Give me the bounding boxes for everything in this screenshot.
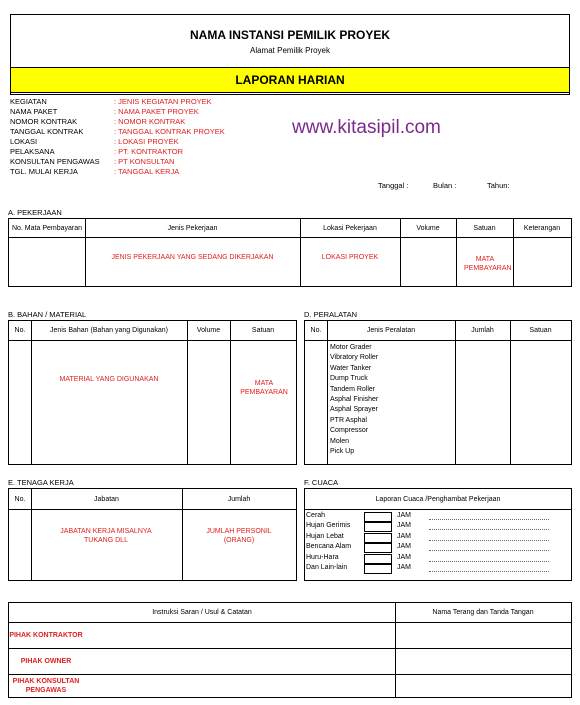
col-header: No. Mata Pembayaran [11, 224, 83, 232]
section-cuaca: F. CUACA [304, 478, 339, 487]
cuaca-unit: JAM [397, 553, 411, 561]
alat-item: Pick Up [330, 448, 355, 455]
pekerjaan-satuan: MATA PEMBAYARAN [464, 256, 512, 272]
info-label: TGL. MULAI KERJA [10, 167, 78, 176]
info-label: NOMOR KONTRAK [10, 117, 78, 126]
cuaca-input[interactable] [364, 564, 392, 574]
col-header: Laporan Cuaca /Penghambat Pekerjaan [375, 495, 501, 503]
alat-item: Dump Truck [330, 375, 368, 383]
col-header: Volume [416, 224, 440, 232]
col-header: Jumlah [471, 327, 494, 334]
watermark-link[interactable]: www.kitasipil.com [292, 117, 441, 138]
section-pekerjaan: A. PEKERJAAN [8, 208, 62, 217]
col-header: Jenis Peralatan [366, 327, 416, 334]
report-title: LAPORAN HARIAN [235, 73, 345, 87]
info-block [10, 97, 570, 181]
sign-row-label: PIHAK KONSULTAN PENGAWAS [12, 678, 80, 694]
alat-item: Asphal Finisher [330, 396, 379, 403]
date-tahun: Tahun: [487, 181, 510, 190]
col-header: Satuan [529, 327, 552, 334]
cuaca-table [304, 488, 572, 581]
cuaca-line [429, 519, 549, 520]
col-header: Keterangan [523, 224, 561, 232]
alat-item: Tandem Roller [330, 385, 376, 393]
bahan-table [8, 320, 297, 465]
col-header: No. [310, 327, 322, 334]
alat-item: Molen [330, 437, 350, 445]
section-tenaga: E. TENAGA KERJA [8, 478, 74, 487]
cuaca-item: Hujan Lebat [306, 532, 344, 540]
col-header: Satuan [251, 327, 275, 334]
pekerjaan-table [8, 218, 572, 287]
bahan-jenis: MATERIAL YANG DIGUNAKAN [59, 376, 159, 383]
section-peralatan: D. PERALATAN [304, 310, 358, 319]
info-value: : NOMOR KONTRAK [114, 117, 186, 126]
info-value: : NAMA PAKET PROYEK [114, 107, 199, 116]
sign-row-label: PIHAK KONTRAKTOR [9, 631, 83, 639]
col-header: Lokasi Pekerjaan [323, 224, 377, 232]
page-title: NAMA INSTANSI PEMILIK PROYEK [189, 28, 390, 42]
bahan-satuan: MATA PEMBAYARAN [240, 380, 288, 396]
report-header [10, 14, 570, 95]
col-header: Jabatan [94, 495, 119, 503]
tenaga-table [8, 488, 297, 581]
info-label: TANGGAL KONTRAK [10, 127, 84, 136]
col-header: Nama Terang dan Tanda Tangan [432, 609, 534, 616]
cuaca-unit: JAM [397, 532, 411, 540]
cuaca-item: Cerah [306, 512, 326, 519]
info-value: : PT KONSULTAN [114, 157, 175, 166]
info-label: NAMA PAKET [10, 107, 58, 116]
col-header: Jenis Bahan (Bahan yang Digunakan) [50, 327, 168, 334]
col-header: Jumlah [227, 495, 251, 503]
cuaca-unit: JAM [397, 512, 411, 519]
alat-item: Compressor [330, 427, 369, 435]
cuaca-input[interactable] [364, 533, 392, 543]
info-label: PELAKSANA [10, 147, 55, 156]
signature-table [8, 602, 572, 698]
peralatan-table [304, 320, 572, 465]
info-label: KEGIATAN [10, 97, 47, 106]
info-value: : LOKASI PROYEK [114, 137, 179, 146]
cuaca-item: Hujan Gerimis [306, 522, 351, 530]
info-value: : TANGGAL KONTRAK PROYEK [114, 127, 225, 136]
alat-item: Water Tanker [330, 364, 372, 372]
cuaca-line [429, 540, 549, 541]
tenaga-jabatan: JABATAN KERJA MISALNYA TUKANG DLL [60, 528, 152, 544]
pekerjaan-lokasi: LOKASI PROYEK [321, 254, 379, 261]
info-value: : PT. KONTRAKTOR [114, 147, 184, 156]
cuaca-unit: JAM [397, 522, 411, 530]
info-label: KONSULTAN PENGAWAS [10, 157, 100, 166]
pekerjaan-jenis: JENIS PEKERJAAN YANG SEDANG DIKERJAKAN [111, 254, 274, 261]
tenaga-jumlah: JUMLAH PERSONIL (ORANG) [206, 528, 272, 544]
report-title-band [11, 67, 569, 93]
alat-item: Motor Grader [330, 344, 372, 351]
cuaca-unit: JAM [397, 543, 411, 551]
sign-row-label: PIHAK OWNER [20, 657, 72, 665]
cuaca-unit: JAM [397, 564, 411, 571]
col-header: Volume [196, 327, 221, 334]
section-bahan: B. BAHAN / MATERIAL [8, 310, 87, 319]
cuaca-input[interactable] [364, 554, 392, 564]
cuaca-line [429, 561, 549, 562]
alat-item: PTR Asphal [330, 416, 367, 424]
col-header: No. [14, 495, 26, 503]
date-tanggal: Tanggal : [378, 181, 409, 190]
cuaca-item: Dan Lain-lain [306, 564, 348, 571]
col-header: Satuan [473, 224, 496, 232]
info-value: : JENIS KEGIATAN PROYEK [114, 97, 212, 106]
cuaca-input[interactable] [364, 522, 392, 532]
col-header: No. [14, 327, 26, 334]
cuaca-item: Bencana Alam [306, 543, 352, 551]
col-header: Jenis Pekerjaan [167, 224, 218, 232]
cuaca-line [429, 571, 549, 572]
cuaca-item: Huru-Hara [306, 553, 339, 561]
cuaca-input[interactable] [364, 512, 392, 522]
cuaca-input[interactable] [364, 543, 392, 553]
col-header: Instruksi Saran / Usul & Catatan [152, 609, 252, 616]
page-subtitle: Alamat Pemilik Proyek [249, 46, 331, 55]
info-label: LOKASI [10, 137, 38, 146]
alat-item: Vibratory Roller [330, 354, 379, 362]
cuaca-line [429, 550, 549, 551]
alat-item: Asphal Sprayer [330, 406, 378, 414]
cuaca-line [429, 529, 549, 530]
info-value: : TANGGAL KERJA [114, 167, 180, 176]
date-bulan: Bulan : [433, 181, 457, 190]
